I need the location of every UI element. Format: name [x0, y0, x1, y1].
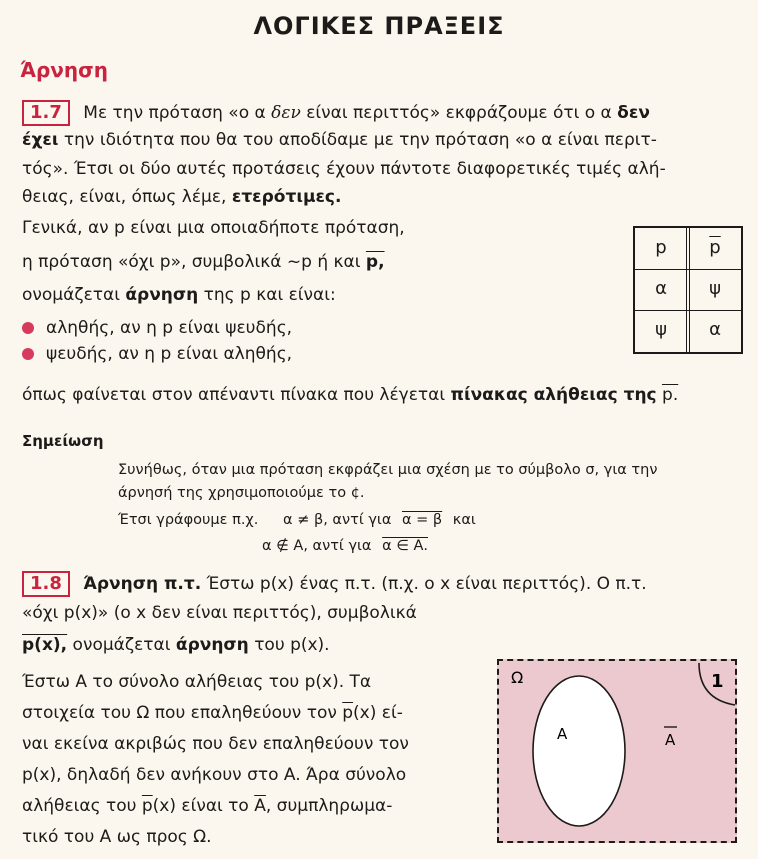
truth-table	[633, 226, 743, 354]
set-a-label: A	[557, 725, 568, 743]
para-1-8-line-1: 1.8 Άρνηση π.τ. Έστω p(x) ένας π.τ. (π.χ. ο x είναι περιττός). Ο π.τ.	[22, 571, 647, 597]
table-header-not-p: $\overline{p}$	[709, 237, 721, 258]
bullet-icon	[22, 322, 34, 334]
bullet-icon	[22, 348, 34, 360]
para-1-8-line-9: τικό του A ως προς Ω.	[22, 827, 212, 847]
section-heading: Άρνηση	[20, 58, 108, 82]
omega-label: Ω	[511, 668, 524, 687]
para-1-8-line-3: p(x), ονομάζεται άρνηση του p(x).	[22, 635, 330, 655]
para-1-8-line-8: αλήθειας του $\overline{p}(x)$ είναι το $\overline{A}$, συμπληρωμα-	[22, 796, 393, 816]
bullet-item-true: αληθής, αν η p είναι ψευδής,	[22, 316, 292, 340]
table-header-p: p	[655, 237, 667, 258]
table-divider	[635, 310, 741, 311]
section-number-badge: 1.8	[22, 571, 70, 597]
para-1-8-line-4: Έστω A το σύνολο αλήθειας του p(x). Τα	[22, 672, 372, 692]
note-line-4: α ∉ Α, αντί για α ∈ Α.	[262, 538, 429, 554]
para-1-7-line-3: τός». Έτσι οι δύο αυτές προτάσεις έχουν πάντοτε διαφορετικές τιμές αλή-	[22, 159, 666, 179]
note-line-3: Έτσι γράφουμε π.χ. α ≠ β, αντί για α = β και	[118, 512, 476, 528]
bullet-item-false: ψευδής, αν η p είναι αληθής,	[22, 342, 292, 366]
table-cell: α	[709, 319, 721, 340]
table-divider	[635, 269, 741, 270]
para-1-7-line-1: 1.7 Με την πρόταση «ο α δεν είναι περιττός» εκφράζουμε ότι ο α δεν	[22, 100, 650, 126]
general-line-3: ονομάζεται άρνηση της p και είναι:	[22, 285, 336, 305]
venn-svg	[499, 661, 735, 841]
para-1-7-line-4: θειας, είναι, όπως λέμε, ετερότιμες.	[22, 187, 342, 207]
para-1-8-line-5: στοιχεία του Ω που επαληθεύουν τον $\overline{p}(x)$ εί-	[22, 703, 403, 723]
section-number-badge: 1.7	[22, 100, 70, 126]
para-1-8-line-7: p(x), δηλαδή δεν ανήκουν στο A. Άρα σύνολο	[22, 765, 407, 785]
note-line-2: άρνησή της χρησιμοποιούμε το ¢.	[118, 485, 365, 501]
table-cell: ψ	[655, 319, 667, 340]
note-line-1: Συνήθως, όταν μια πρόταση εκφράζει μια σχέση με το σύμβολο σ, για την	[118, 462, 658, 478]
general-line-1: Γενικά, αν p είναι μια οποιαδήποτε πρόταση,	[22, 218, 405, 238]
para-1-8-line-6: ναι εκείνα ακριβώς που δεν επαληθεύουν τον	[22, 734, 409, 754]
figure-number: 1	[711, 671, 724, 692]
note-heading: Σημείωση	[22, 432, 104, 450]
general-line-2: η πρόταση «όχι p», συμβολικά ~p ή και p,	[22, 252, 385, 272]
para-1-8-line-2: «όχι p(x)» (ο x δεν είναι περιττός), συμβολικά	[22, 603, 417, 623]
venn-diagram	[497, 659, 737, 843]
table-cell: ψ	[709, 278, 721, 299]
para-1-7-line-2: έχει την ιδιότητα που θα του αποδίδαμε με την πρόταση «ο α είναι περιτ-	[22, 130, 657, 150]
table-cell: α	[655, 278, 667, 299]
set-a-ellipse	[533, 676, 625, 826]
page-title: ΛΟΓΙΚΕΣ ΠΡΑΞΕΙΣ	[253, 12, 505, 40]
general-line-4: όπως φαίνεται στον απέναντι πίνακα που λέγεται πίνακας αλήθειας της p.	[22, 385, 679, 405]
complement-label: A	[665, 731, 676, 749]
